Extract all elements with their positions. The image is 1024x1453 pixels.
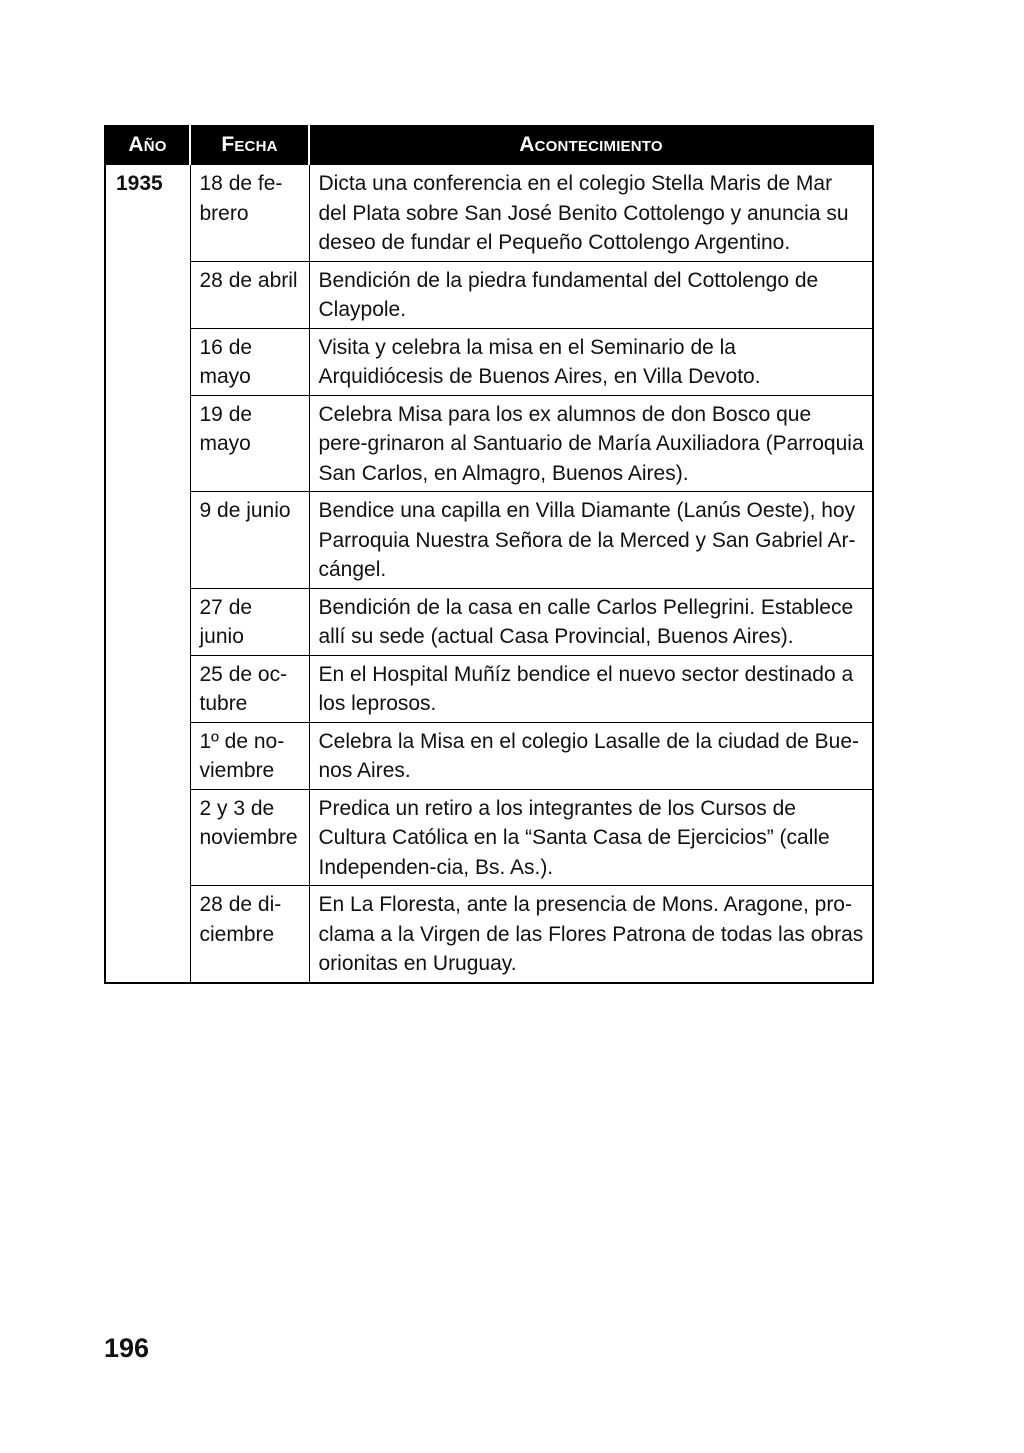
table-row: [105, 789, 873, 886]
event-cell: En el Hospital Muñíz bendice el nuevo sector destinado a los leprosos.: [309, 655, 873, 722]
year-cell: 1935: [105, 165, 190, 983]
date-cell: 2 y 3 de noviembre: [190, 789, 309, 886]
event-cell: Bendice una capilla en Villa Diamante (Lanús Oeste), hoy Parroquia Nuestra Señora de la Merced y San Gabriel Ar-cángel.: [309, 492, 873, 589]
date-cell: 25 de oc- tubre: [190, 655, 309, 722]
date-cell: 19 de mayo: [190, 395, 309, 492]
table-row: [105, 328, 873, 395]
table-row: [105, 492, 873, 589]
table-row: [105, 588, 873, 655]
date-cell: 28 de abril: [190, 261, 309, 328]
table-row: [105, 165, 873, 262]
table-header-row: [105, 125, 873, 165]
header-event: Acontecimiento: [309, 125, 873, 165]
chronology-table: [104, 125, 874, 984]
event-cell: Bendición de la piedra fundamental del Cottolengo de Claypole.: [309, 261, 873, 328]
date-cell: 18 de fe- brero: [190, 165, 309, 262]
table-row: [105, 655, 873, 722]
table-row: [105, 395, 873, 492]
date-cell: 1º de no- viembre: [190, 722, 309, 789]
date-cell: 16 de mayo: [190, 328, 309, 395]
event-cell: Bendición de la casa en calle Carlos Pellegrini. Establece allí su sede (actual Casa Provincial, Buenos Aires).: [309, 588, 873, 655]
event-cell: Celebra la Misa en el colegio Lasalle de la ciudad de Bue-nos Aires.: [309, 722, 873, 789]
event-cell: Celebra Misa para los ex alumnos de don Bosco que pere-grinaron al Santuario de María Auxiliadora (Parroquia San Carlos, en Almagro, Buenos Aires).: [309, 395, 873, 492]
table-row: [105, 261, 873, 328]
event-cell: Predica un retiro a los integrantes de los Cursos de Cultura Católica en la “Santa Casa de Ejercicios” (calle Independen-cia, Bs. As.).: [309, 789, 873, 886]
event-cell: Dicta una conferencia en el colegio Stella Maris de Mar del Plata sobre San José Benito Cottolengo y anuncia su deseo de fundar el Pequeño Cottolengo Argentino.: [309, 165, 873, 262]
table-row: [105, 722, 873, 789]
date-cell: 27 de junio: [190, 588, 309, 655]
table-row: [105, 886, 873, 983]
header-date: Fecha: [190, 125, 309, 165]
page-number: 196: [104, 1333, 150, 1363]
event-cell: En La Floresta, ante la presencia de Mons. Aragone, pro-clama a la Virgen de las Flores Patrona de todas las obras orionitas en Uruguay.: [309, 886, 873, 983]
date-cell: 9 de junio: [190, 492, 309, 589]
event-cell: Visita y celebra la misa en el Seminario de la Arquidiócesis de Buenos Aires, en Villa Devoto.: [309, 328, 873, 395]
header-year: Año: [105, 125, 190, 165]
date-cell: 28 de di- ciembre: [190, 886, 309, 983]
